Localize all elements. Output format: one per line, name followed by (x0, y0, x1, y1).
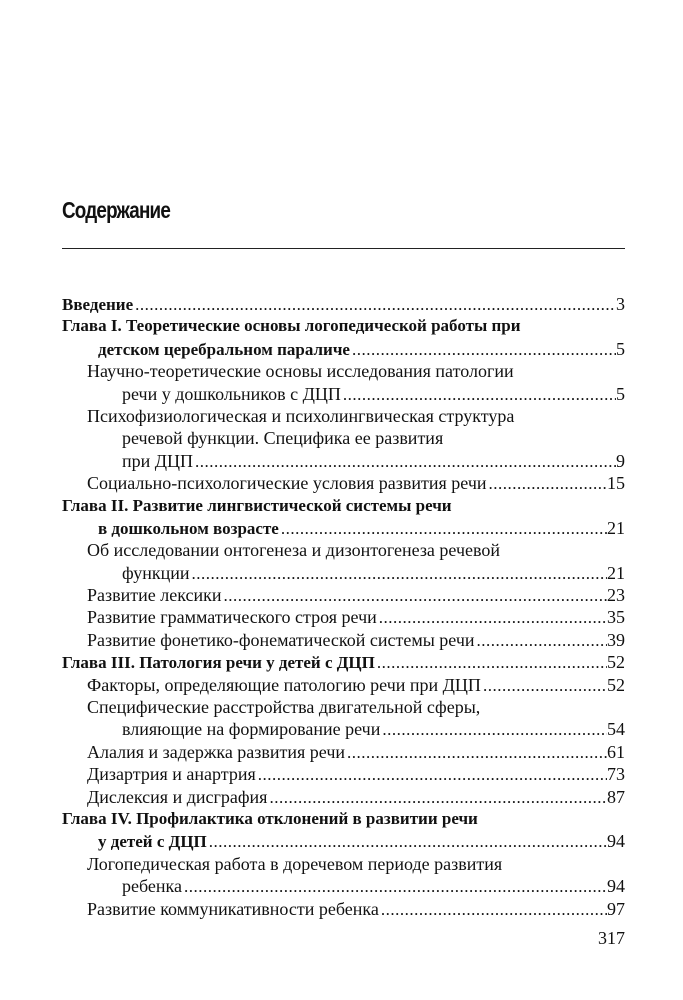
toc-entry (62, 718, 625, 740)
toc-entry (62, 450, 625, 472)
toc-entry-title: детском церебральном параличе (98, 339, 350, 359)
toc-entry-title: Алалия и задержка развития речи (87, 741, 346, 762)
dot-leader (487, 473, 607, 494)
toc-entry-page: 54 (607, 719, 625, 740)
toc-entry-title: Глава III. Патология речи у детей с ДЦП (62, 653, 375, 673)
toc-entry-page: 3 (616, 294, 625, 314)
toc-entry (62, 674, 625, 696)
toc-entry-page: 39 (607, 629, 625, 650)
toc-entry-title: функции (122, 562, 190, 583)
toc-entry (62, 293, 625, 315)
toc-entry-title: Специфические расстройства двигательной сферы, (87, 697, 481, 718)
toc-entry (62, 584, 625, 606)
toc-entry-title: Развитие лексики (87, 585, 222, 606)
toc-entry (62, 898, 625, 920)
toc-entry-title: в дошкольном возрасте (98, 518, 279, 538)
dot-leader (267, 787, 607, 808)
toc-entry-page: 61 (607, 741, 625, 762)
dot-leader (481, 675, 607, 696)
toc-entry (62, 495, 625, 517)
toc-entry-page: 21 (607, 562, 625, 583)
dot-leader (133, 294, 616, 315)
toc-entry (62, 338, 625, 360)
dot-leader (182, 876, 607, 897)
toc-entry-page: 52 (607, 652, 625, 673)
toc-entry-title: ребенка (122, 876, 182, 897)
toc-entry-title: Дислексия и дисграфия (87, 786, 268, 807)
toc-entry (62, 427, 625, 449)
dot-leader (345, 742, 607, 763)
dot-leader (222, 585, 608, 606)
toc-entry (62, 629, 625, 651)
toc-entry-page: 52 (607, 674, 625, 695)
toc-entry-title: речевой функции. Специфика ее развития (122, 428, 444, 449)
toc-entry-title: Об исследовании онтогенеза и дизонтогенеза речевой (87, 540, 501, 561)
toc-entry (62, 405, 625, 427)
toc-entry-page: 94 (607, 831, 625, 852)
toc-entry-page: 5 (616, 383, 625, 404)
toc-entry-title: Развитие грамматического строя речи (87, 607, 377, 628)
dot-leader (350, 339, 616, 360)
toc-entry-title: Социально-психологические условия развития речи (87, 473, 487, 494)
toc-entry (62, 853, 625, 875)
toc-entry-page: 21 (607, 517, 625, 538)
toc-entry-page: 94 (607, 876, 625, 897)
toc-entry-page: 9 (616, 450, 625, 471)
toc-entry (62, 383, 625, 405)
toc-entry-title: Глава I. Теоретические основы логопедической работы при (62, 316, 521, 336)
page-number: 317 (598, 928, 625, 948)
toc-entry-title: Развитие фонетико-фонематической системы речи (87, 629, 475, 650)
heading-divider (62, 248, 625, 249)
toc-entry-title: при ДЦП (122, 450, 194, 471)
toc-entry-page: 23 (607, 585, 625, 606)
toc-entry-title: Введение (62, 295, 134, 314)
toc-entry-title: влияющие на формирование речи (122, 719, 381, 740)
dot-leader (207, 831, 607, 852)
toc-entry (62, 360, 625, 382)
dot-leader (279, 518, 607, 539)
toc-entry (62, 517, 625, 539)
toc-entry-title: Факторы, определяющие патологию речи при ДЦП (87, 674, 481, 695)
toc-entry (62, 808, 625, 830)
table-of-contents (62, 293, 625, 920)
toc-entry (62, 562, 625, 584)
toc-entry-title: Развитие коммуникативности ребенка (87, 898, 379, 919)
toc-entry (62, 315, 625, 337)
toc-entry-title: Психофизиологическая и психолингвическая структура (87, 405, 515, 426)
dot-leader (341, 384, 616, 405)
toc-entry (62, 786, 625, 808)
toc-entry-page: 73 (607, 764, 625, 785)
toc-entry-page: 97 (607, 898, 625, 919)
dot-leader (375, 652, 607, 673)
toc-entry (62, 763, 625, 785)
page-title: Содержание (62, 197, 170, 223)
toc-entry-title: речи у дошкольников с ДЦП (122, 383, 341, 404)
toc-entry (62, 696, 625, 718)
dot-leader (193, 451, 616, 472)
toc-entry (62, 472, 625, 494)
toc-entry-title: Глава IV. Профилактика отклонений в развитии речи (62, 808, 478, 828)
toc-entry-title: у детей с ДЦП (98, 832, 207, 852)
toc-entry-page: 35 (607, 607, 625, 628)
toc-entry-page: 15 (607, 473, 625, 494)
toc-entry (62, 830, 625, 852)
toc-entry-title: Логопедическая работа в доречевом периоде развития (87, 853, 503, 874)
dot-leader (256, 764, 607, 785)
toc-entry (62, 651, 625, 673)
toc-entry (62, 875, 625, 897)
dot-leader (475, 630, 607, 651)
toc-entry-title: Дизартрия и анартрия (87, 764, 256, 785)
toc-entry (62, 606, 625, 628)
toc-entry (62, 741, 625, 763)
toc-entry-title: Глава II. Развитие лингвистической системы речи (62, 495, 452, 515)
toc-entry-page: 5 (616, 338, 625, 359)
dot-leader (377, 607, 607, 628)
toc-entry-title: Научно-теоретические основы исследования патологии (87, 361, 514, 382)
dot-leader (190, 563, 608, 584)
dot-leader (380, 719, 607, 740)
dot-leader (379, 899, 607, 920)
toc-entry (62, 539, 625, 561)
toc-entry-page: 87 (607, 786, 625, 807)
